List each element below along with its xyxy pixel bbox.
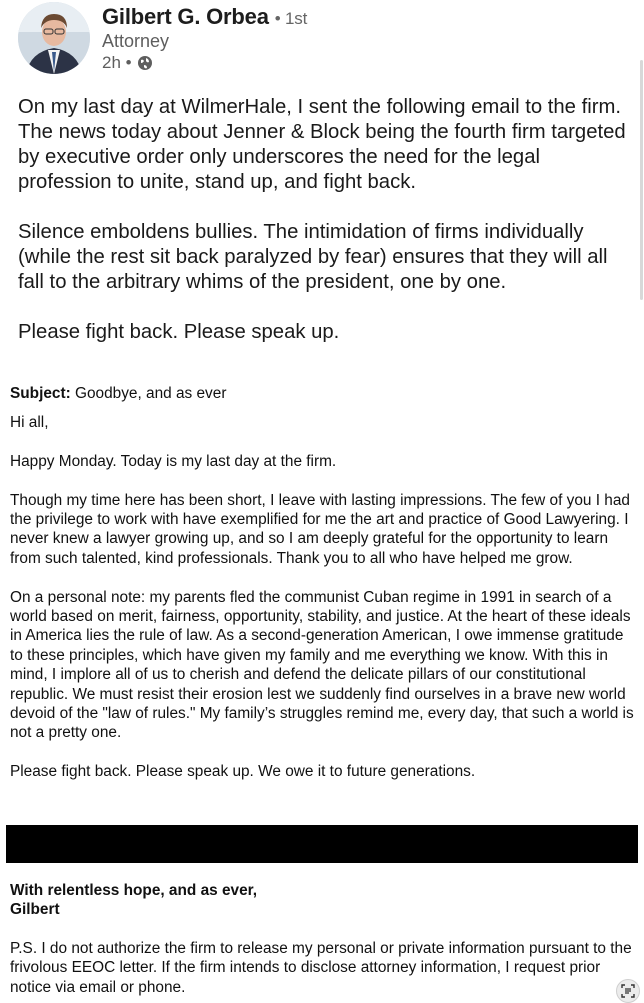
post-paragraph: Silence emboldens bullies. The intimidation of firms individually (while the rest sit back paralyzed by fear) ensures that they will all fall to the arbitrary whims of the president, one by one. [18,221,608,293]
post-time: 2h • [102,53,132,72]
author-name[interactable]: Gilbert G. Orbea [102,4,269,29]
email-screenshot[interactable] [10,384,638,801]
email-subject-label: Subject: [10,385,71,402]
email-greeting: Hi all, [10,414,49,432]
email-subject-line [10,384,638,403]
email-subject: Goodbye, and as ever [75,385,227,402]
live-text-icon [621,984,635,998]
author-name-row[interactable] [102,4,307,30]
email-postscript: P.S. I do not authorize the firm to release my personal or private information pursuant to the frivolous EEOC letter. If the firm intends to disclose attorney information, I request prior notice via email or phone. [10,940,632,996]
connection-degree: • 1st [274,9,308,28]
email-paragraph: Though my time here has been short, I leave with lasting impressions. The few of you I had the privilege to work with have exemplified for me the art and practice of Good Lawyering. I never knew a lawyer growing up, and so I am deeply grateful for the opportunity to learn from such talented, kind professionals. Thank you to all who have helped me grow. [10,491,630,567]
author-headline: Attorney [102,31,170,51]
avatar-photo [18,2,90,74]
post-meta [102,53,153,73]
author-avatar[interactable] [18,2,90,74]
redaction-bar [6,825,638,863]
email-signoff [10,881,257,920]
email-paragraph: Please fight back. Please speak up. We owe it to future generations. [10,763,476,781]
post-paragraph: Please fight back. Please speak up. [18,321,340,343]
live-text-button[interactable] [616,979,640,1003]
email-signature: Gilbert [10,901,60,919]
post-paragraph: On my last day at WilmerHale, I sent the following email to the firm. The news today about Jenner & Block being the fourth firm targeted by executive order only underscores the need for the legal profession to unite, stand up, and fight back. [18,96,626,193]
scrollbar[interactable] [640,60,643,300]
email-paragraph: On a personal note: my parents fled the communist Cuban regime in 1991 in search of a world based on merit, fairness, opportunity, stability, and justice. At the heart of these ideals in America lies the rule of law. As a second-generation American, I owe immense gratitude to these principles, which have given my family and me everything we know. With this in mind, I implore all of us to cherish and defend the delicate pillars of our constitutional republic. We must resist their erosion lest we suddenly find ourselves in a brave new world devoid of the "law of rules." My family’s struggles remind me, every day, that such a world is not a pretty one. [10,588,634,742]
post-text [18,95,633,370]
email-paragraph: Happy Monday. Today is my last day at the firm. [10,452,337,470]
email-signoff-line: With relentless hope, and as ever, [10,882,258,899]
globe-icon [137,55,153,71]
